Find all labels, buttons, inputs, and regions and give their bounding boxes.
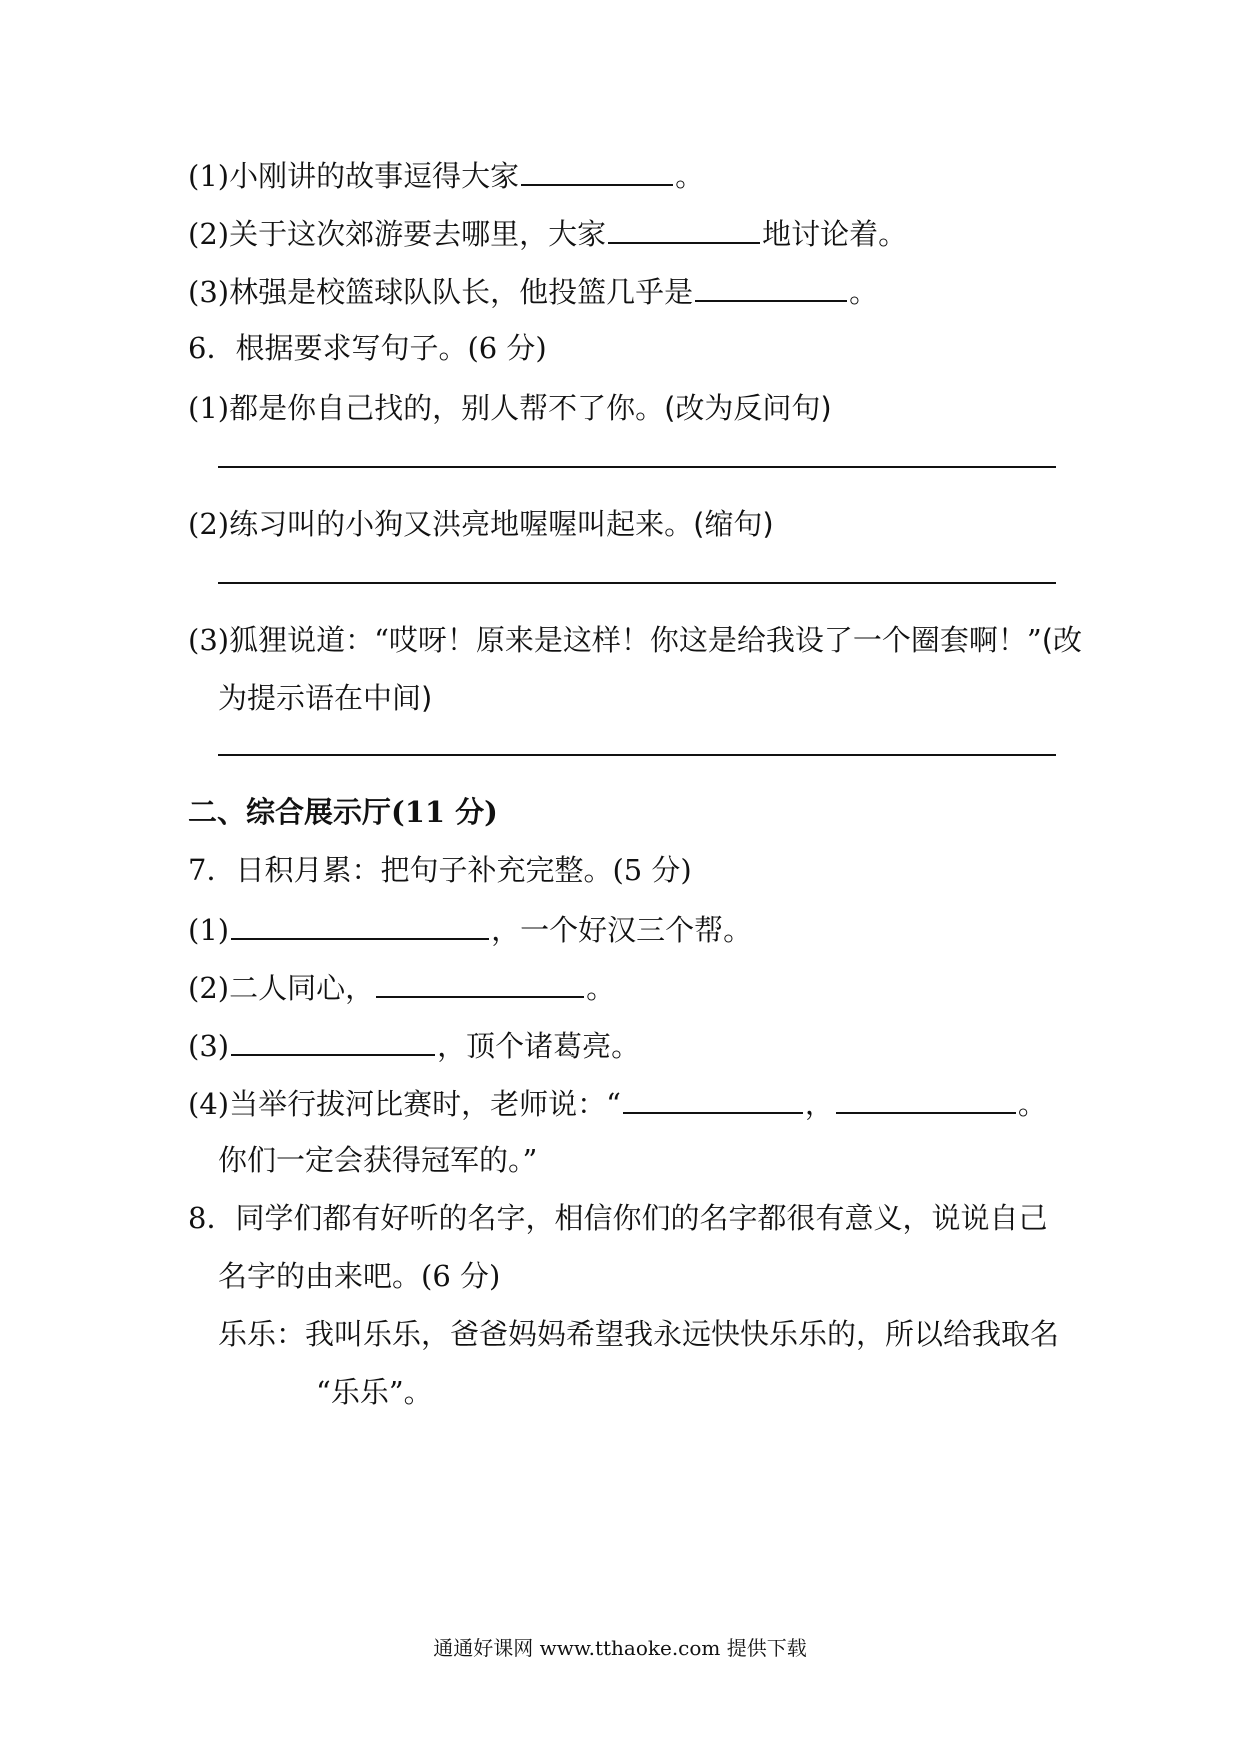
q8-speaker: 乐乐： [218, 1317, 306, 1351]
q7-item-4 [188, 1082, 1047, 1122]
q5-item-2 [188, 212, 907, 252]
q5-item-3 [188, 270, 878, 310]
q5-item-3-blank[interactable] [695, 270, 847, 302]
q7-item-1 [188, 908, 752, 948]
q7-item-3-blank[interactable] [231, 1024, 435, 1056]
q5-item-3-text: (3)林强是校篮球队队长，他投篮几乎是 [188, 275, 694, 309]
q6-item-2-text: (2)练习叫的小狗又洪亮地喔喔叫起来。 [188, 507, 694, 541]
q8-speech-cont: “乐乐”。 [316, 1375, 433, 1409]
q7-item-3-prefix: (3) [188, 1029, 230, 1063]
q5-item-1-suffix: 。 [675, 159, 705, 193]
q8-title-cont: 名字的由来吧。(6 分) [218, 1259, 501, 1293]
q6-item-3 [188, 620, 1082, 660]
q6-item-3-answer-line[interactable] [218, 754, 1056, 756]
q7-item-1-suffix: ，一个好汉三个帮。 [491, 913, 753, 947]
q5-item-1-text: (1)小刚讲的故事逗得大家 [188, 159, 520, 193]
q7-title: 7．日积月累：把句子补充完整。(5 分) [188, 853, 692, 887]
q5-item-2-suffix: 地讨论着。 [762, 217, 908, 251]
footer-credit: 通通好课网 www.tthaoke.com 提供下载 [433, 1636, 807, 1660]
q5-item-2-text: (2)关于这次郊游要去哪里，大家 [188, 217, 607, 251]
q7-item-2 [188, 966, 615, 1006]
q7-item-2-prefix: (2)二人同心， [188, 971, 375, 1005]
q5-item-2-blank[interactable] [608, 212, 760, 244]
q7-item-4-line-2: 你们一定会获得冠军的。” [218, 1143, 538, 1177]
q7-item-1-prefix: (1) [188, 913, 230, 947]
q7-item-4-blank-2[interactable] [836, 1082, 1016, 1114]
q8-speech: 我叫乐乐，爸爸妈妈希望我永远快快乐乐的，所以给我取名 [305, 1317, 1060, 1351]
q7-item-2-suffix: 。 [586, 971, 616, 1005]
q6-item-3-text: (3)狐狸说道：“哎呀！原来是这样！你这是给我设了一个圈套啊！” [188, 623, 1042, 657]
q6-item-3-hint-b: 为提示语在中间) [218, 681, 433, 715]
q6-item-2 [188, 504, 774, 544]
q7-item-3 [188, 1024, 640, 1064]
q7-item-4-prefix: (4)当举行拔河比赛时，老师说：“ [188, 1087, 621, 1121]
q5-item-1-blank[interactable] [521, 154, 673, 186]
q7-item-4-middle: ， [804, 1087, 834, 1121]
q7-item-4-suffix: 。 [1017, 1087, 1047, 1121]
q6-item-1-text: (1)都是你自己找的，别人帮不了你。 [188, 391, 665, 425]
q6-item-1 [188, 388, 832, 428]
q6-title: 6．根据要求写句子。(6 分) [188, 331, 547, 365]
q7-item-3-suffix: ，顶个诸葛亮。 [437, 1029, 641, 1063]
q6-item-2-hint: (缩句) [693, 507, 774, 541]
section-2-title: 二、综合展示厅(11 分) [188, 795, 498, 829]
q8-title: 8．同学们都有好听的名字，相信你们的名字都很有意义，说说自己 [188, 1201, 1048, 1235]
q8-example [218, 1314, 1059, 1354]
q6-item-1-hint: (改为反问句) [664, 391, 832, 425]
q5-item-3-suffix: 。 [849, 275, 879, 309]
q6-item-1-answer-line[interactable] [218, 466, 1056, 468]
q7-item-2-blank[interactable] [376, 966, 584, 998]
q6-item-3-hint-a: (改 [1041, 623, 1083, 657]
q7-item-4-blank-1[interactable] [623, 1082, 803, 1114]
q6-item-2-answer-line[interactable] [218, 582, 1056, 584]
q7-item-1-blank[interactable] [231, 908, 489, 940]
q5-item-1 [188, 154, 704, 194]
